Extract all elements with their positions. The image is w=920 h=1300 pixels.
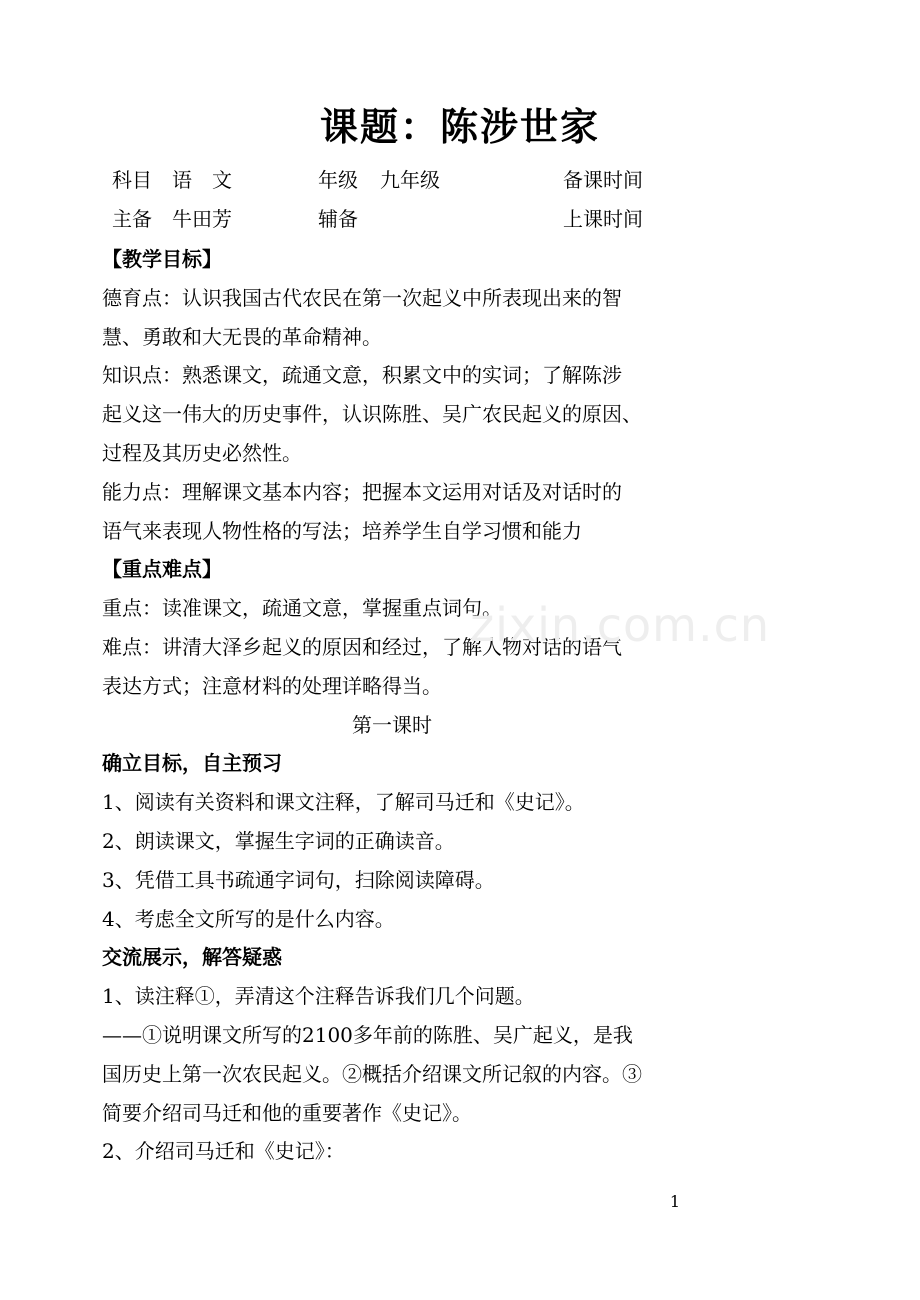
subject-value: 语 文 — [172, 168, 232, 192]
body-line: 能力点：理解课文基本内容；把握本文运用对话及对话时的 — [102, 479, 622, 504]
body-line: 简要介绍司马迁和他的重要著作《史记》。 — [102, 1100, 472, 1125]
body-line: 3、凭借工具书疏通字词句，扫除阅读障碍。 — [102, 867, 495, 892]
body-line: 语气来表现人物性格的写法；培养学生自学习惯和能力 — [102, 518, 582, 543]
body-line: 2、介绍司马迁和《史记》： — [102, 1139, 345, 1164]
page-number: 1 — [669, 1192, 680, 1211]
body-line: 4、考虑全文所写的是什么内容。 — [102, 906, 395, 931]
meta-row-subject — [0, 163, 920, 197]
subject-label: 科目 — [112, 168, 152, 192]
section-heading: 交流展示，解答疑惑 — [102, 945, 282, 970]
body-line: 2、朗读课文，掌握生字词的正确读音。 — [102, 828, 455, 853]
main-prep-value: 牛田芳 — [172, 207, 232, 231]
section-heading: 【教学目标】 — [102, 247, 222, 271]
meta-row-preparer — [0, 202, 920, 236]
lesson-heading: 第一课时 — [352, 712, 432, 737]
section-heading: 确立目标，自主预习 — [102, 751, 282, 776]
prep-time-label: 备课时间 — [563, 168, 643, 192]
body-line: 慧、勇敢和大无畏的革命精神。 — [102, 324, 382, 349]
body-line: 表达方式；注意材料的处理详略得当。 — [102, 673, 442, 698]
class-time-label: 上课时间 — [563, 207, 643, 231]
body-line: 德育点：认识我国古代农民在第一次起义中所表现出来的智 — [102, 285, 622, 310]
section-heading: 【重点难点】 — [102, 557, 222, 582]
assist-prep-label: 辅备 — [318, 207, 358, 231]
watermark-text: zixin.com.cn — [470, 598, 771, 652]
body-line: 1、阅读有关资料和课文注释，了解司马迁和《史记》。 — [102, 790, 585, 815]
body-line: 1、读注释①，弄清这个注释告诉我们几个问题。 — [102, 984, 535, 1009]
body-line: 过程及其历史必然性。 — [102, 440, 302, 465]
body-line: 难点：讲清大泽乡起义的原因和经过，了解人物对话的语气 — [102, 634, 622, 659]
body-line: 起义这一伟大的历史事件，认识陈胜、吴广农民起义的原因、 — [102, 402, 642, 427]
body-line: 重点：读准课文，疏通文意，掌握重点词句。 — [102, 596, 502, 621]
body-line: ——①说明课文所写的2100多年前的陈胜、吴广起义，是我 — [102, 1022, 633, 1047]
body-line: 知识点：熟悉课文，疏通文意，积累文中的实词；了解陈涉 — [102, 363, 622, 388]
grade-value: 九年级 — [380, 168, 440, 192]
grade-label: 年级 — [318, 168, 358, 192]
body-line: 国历史上第一次农民起义。②概括介绍课文所记叙的内容。③ — [102, 1061, 642, 1086]
main-prep-label: 主备 — [112, 207, 152, 231]
page-title: 课题：陈涉世家 — [319, 104, 600, 149]
body-text — [102, 240, 682, 1171]
